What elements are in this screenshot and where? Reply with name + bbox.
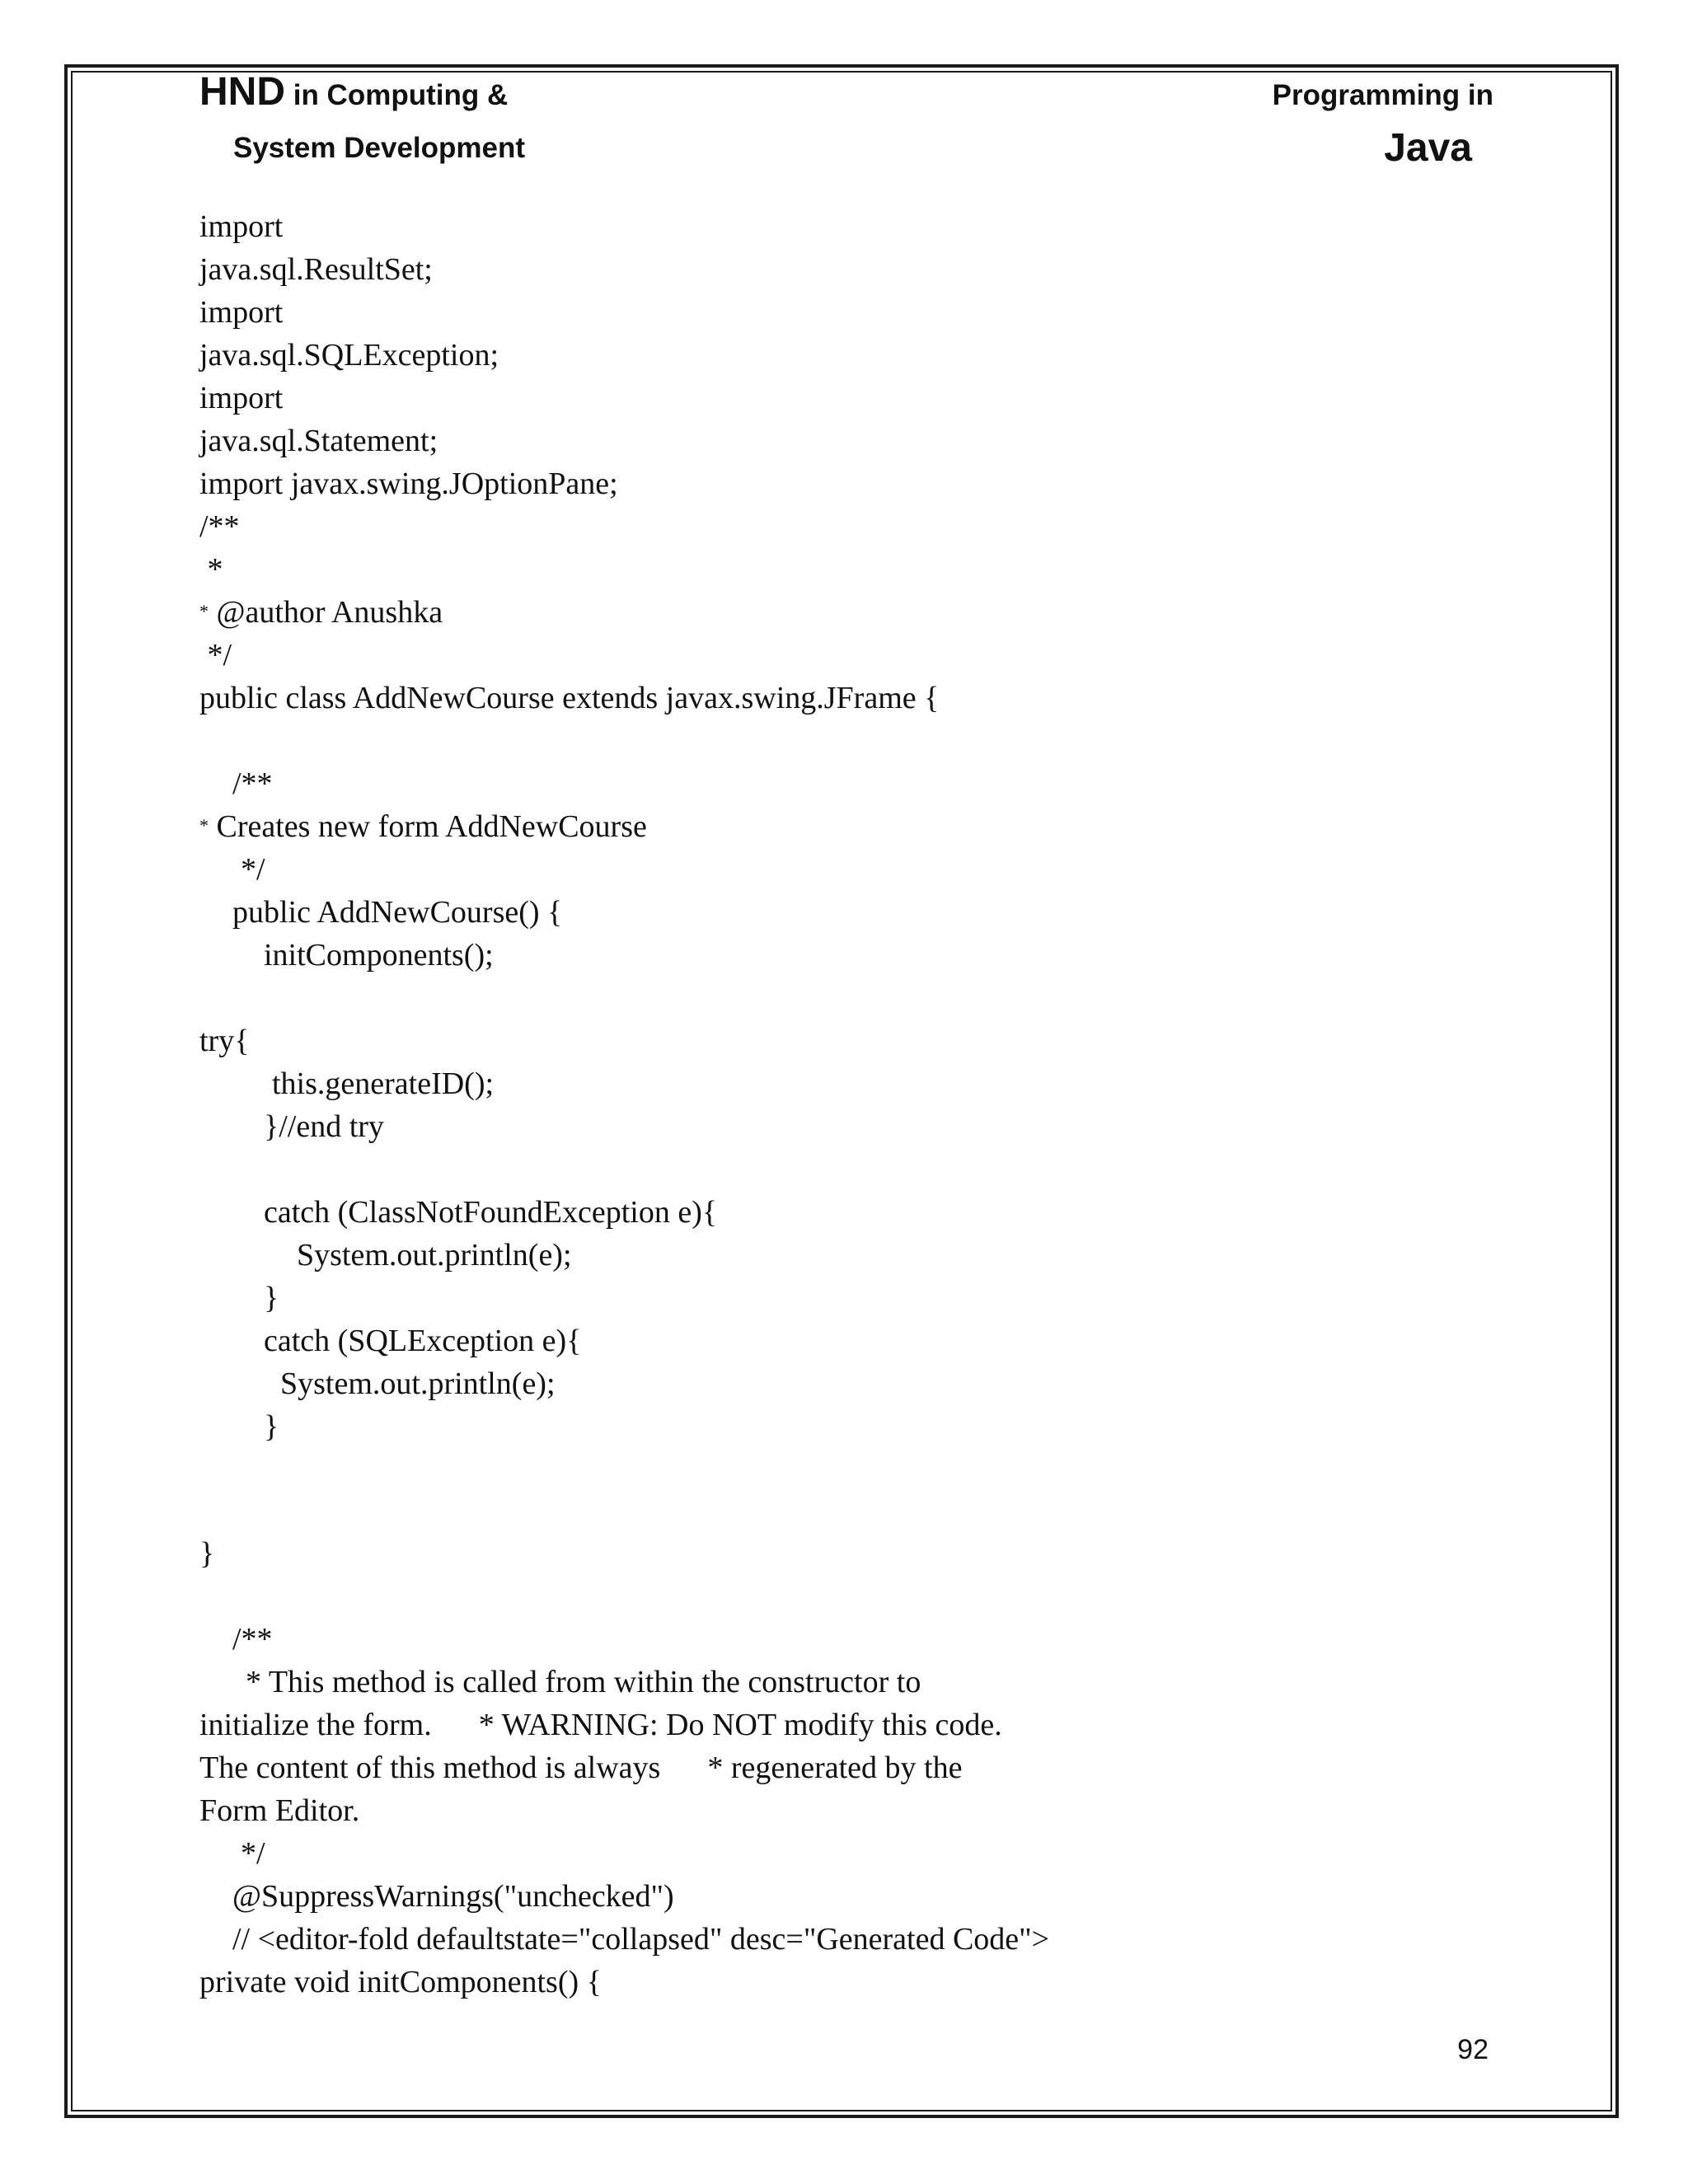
header-subject: in Computing & <box>285 79 509 111</box>
code-line: @SuppressWarnings("unchecked") <box>232 1879 674 1914</box>
code-line-text: Creates new form AddNewCourse <box>216 809 647 844</box>
code-line: java.sql.ResultSet; <box>199 252 433 287</box>
code-line: System.out.println(e); <box>280 1366 556 1401</box>
code-line: }//end try <box>264 1109 384 1144</box>
code-line: this.generateID(); <box>272 1066 495 1101</box>
code-line: public class AddNewCourse extends javax.swing.JFrame { <box>199 681 940 715</box>
page-number: 92 <box>1457 2034 1489 2065</box>
code-line <box>199 811 647 842</box>
code-line: private void initComponents() { <box>199 1965 602 1999</box>
code-line: catch (ClassNotFoundException e){ <box>264 1195 718 1230</box>
code-line: /** <box>199 509 240 544</box>
code-line: try{ <box>199 1024 250 1058</box>
code-line: * This method is called from within the constructor to <box>246 1665 921 1699</box>
code-line: import <box>199 295 284 330</box>
code-line: catch (SQLException e){ <box>264 1324 582 1358</box>
code-line: import <box>199 381 284 415</box>
code-line: initComponents(); <box>264 938 494 972</box>
code-line: Form Editor. <box>199 1793 360 1828</box>
header-hnd: HND <box>199 70 285 114</box>
code-line: initialize the form. * WARNING: Do NOT modify this code. <box>199 1708 1002 1742</box>
code-line <box>199 597 443 628</box>
small-star: * <box>199 815 209 836</box>
code-line: java.sql.SQLException; <box>199 338 499 373</box>
code-line: import <box>199 209 284 244</box>
code-line: } <box>199 1536 215 1571</box>
code-line: /** <box>232 1622 273 1657</box>
header-right-subtitle: Java <box>1384 126 1472 170</box>
code-line: * <box>199 552 223 587</box>
code-line: // <editor-fold defaultstate="collapsed" desc="Generated Code"> <box>232 1922 1050 1957</box>
code-line: The content of this method is always * regenerated by the <box>199 1750 963 1785</box>
code-line: */ <box>241 1836 265 1871</box>
header-right-title: Programming in <box>1272 79 1493 111</box>
code-line: import javax.swing.JOptionPane; <box>199 466 618 501</box>
code-line-text: @author Anushka <box>216 595 443 630</box>
code-line: java.sql.Statement; <box>199 424 438 458</box>
code-line: */ <box>199 638 232 673</box>
header-left-subtitle: System Development <box>233 132 526 164</box>
code-line: } <box>264 1281 279 1315</box>
code-line: */ <box>241 852 265 887</box>
code-line: System.out.println(e); <box>297 1238 572 1272</box>
code-line: public AddNewCourse() { <box>232 895 563 930</box>
code-line: } <box>264 1409 279 1444</box>
small-star: * <box>199 601 209 621</box>
header-left-title <box>199 69 508 115</box>
code-line: /** <box>232 766 273 801</box>
